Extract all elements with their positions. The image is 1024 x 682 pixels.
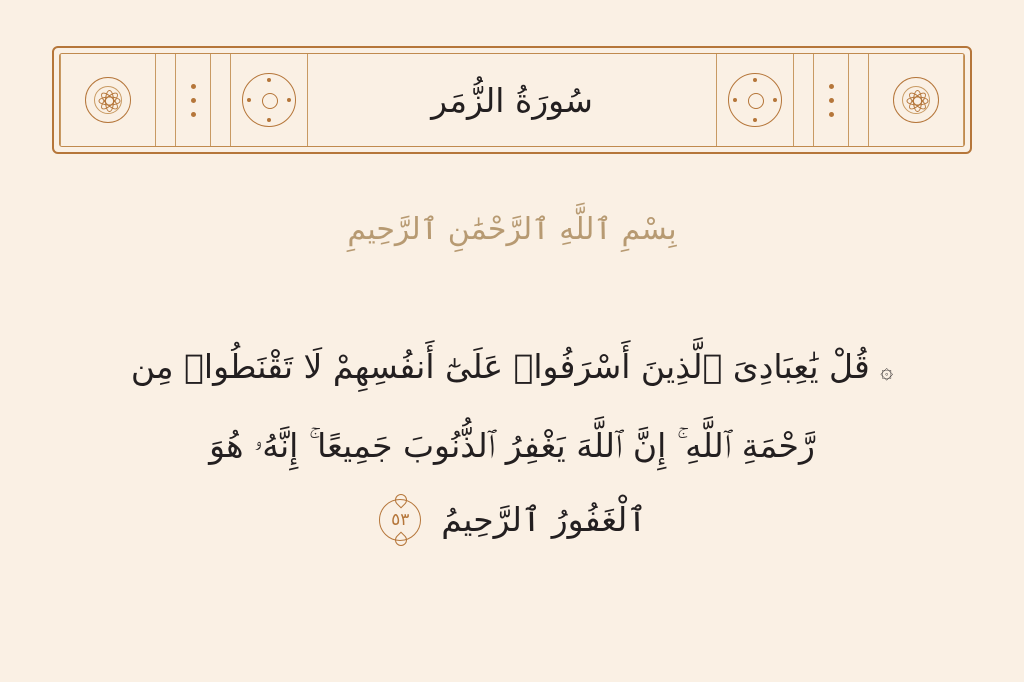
- ayah-line-text: ٱلْغَفُورُ ٱلرَّحِيمُ: [441, 500, 647, 539]
- ornament-cell-circle: [716, 54, 794, 146]
- ornament-band-left: [60, 54, 308, 146]
- ornament-cell-rosette: [60, 54, 156, 146]
- ornament-cell-circle: [230, 54, 308, 146]
- ayah-number: ٥٣: [391, 510, 410, 530]
- ayah-line-text: رَّحْمَةِ ٱللَّهِ ۚ إِنَّ ٱللَّهَ يَغْفِرُ ٱلذُّنُوبَ جَمِيعًا ۚ إِنَّهُۥ هُوَ: [209, 426, 815, 465]
- ayah-number-marker: [377, 497, 423, 543]
- dot-column-icon: [191, 84, 196, 117]
- ayah-line: [60, 483, 964, 557]
- circle-medallion-icon: [242, 73, 296, 127]
- ornament-cell-rosette: [868, 54, 964, 146]
- surah-header-frame: [52, 46, 972, 154]
- ornament-cell-dots: [175, 54, 211, 146]
- ayah-block: [60, 330, 964, 557]
- ayah-line: [60, 409, 964, 483]
- ornament-band-right: [716, 54, 964, 146]
- ornament-cell-dots: [813, 54, 849, 146]
- surah-title: سُورَةُ الزُّمَر: [431, 80, 593, 120]
- circle-medallion-icon: [728, 73, 782, 127]
- rosette-icon: [893, 77, 939, 123]
- ayah-line: [60, 330, 964, 409]
- surah-header-inner: [59, 53, 965, 147]
- dot-column-icon: [829, 84, 834, 117]
- rosette-icon: [85, 77, 131, 123]
- ruku-star-icon: ۞: [880, 359, 894, 384]
- basmala-text: بِسْمِ ٱللَّهِ ٱلرَّحْمَٰنِ ٱلرَّحِيمِ: [347, 212, 677, 247]
- ayah-line-text: قُلْ يَٰعِبَادِىَ ٱلَّذِينَ أَسْرَفُوا۟ عَلَىٰٓ أَنفُسِهِمْ لَا تَقْنَطُوا۟ مِن: [130, 347, 870, 386]
